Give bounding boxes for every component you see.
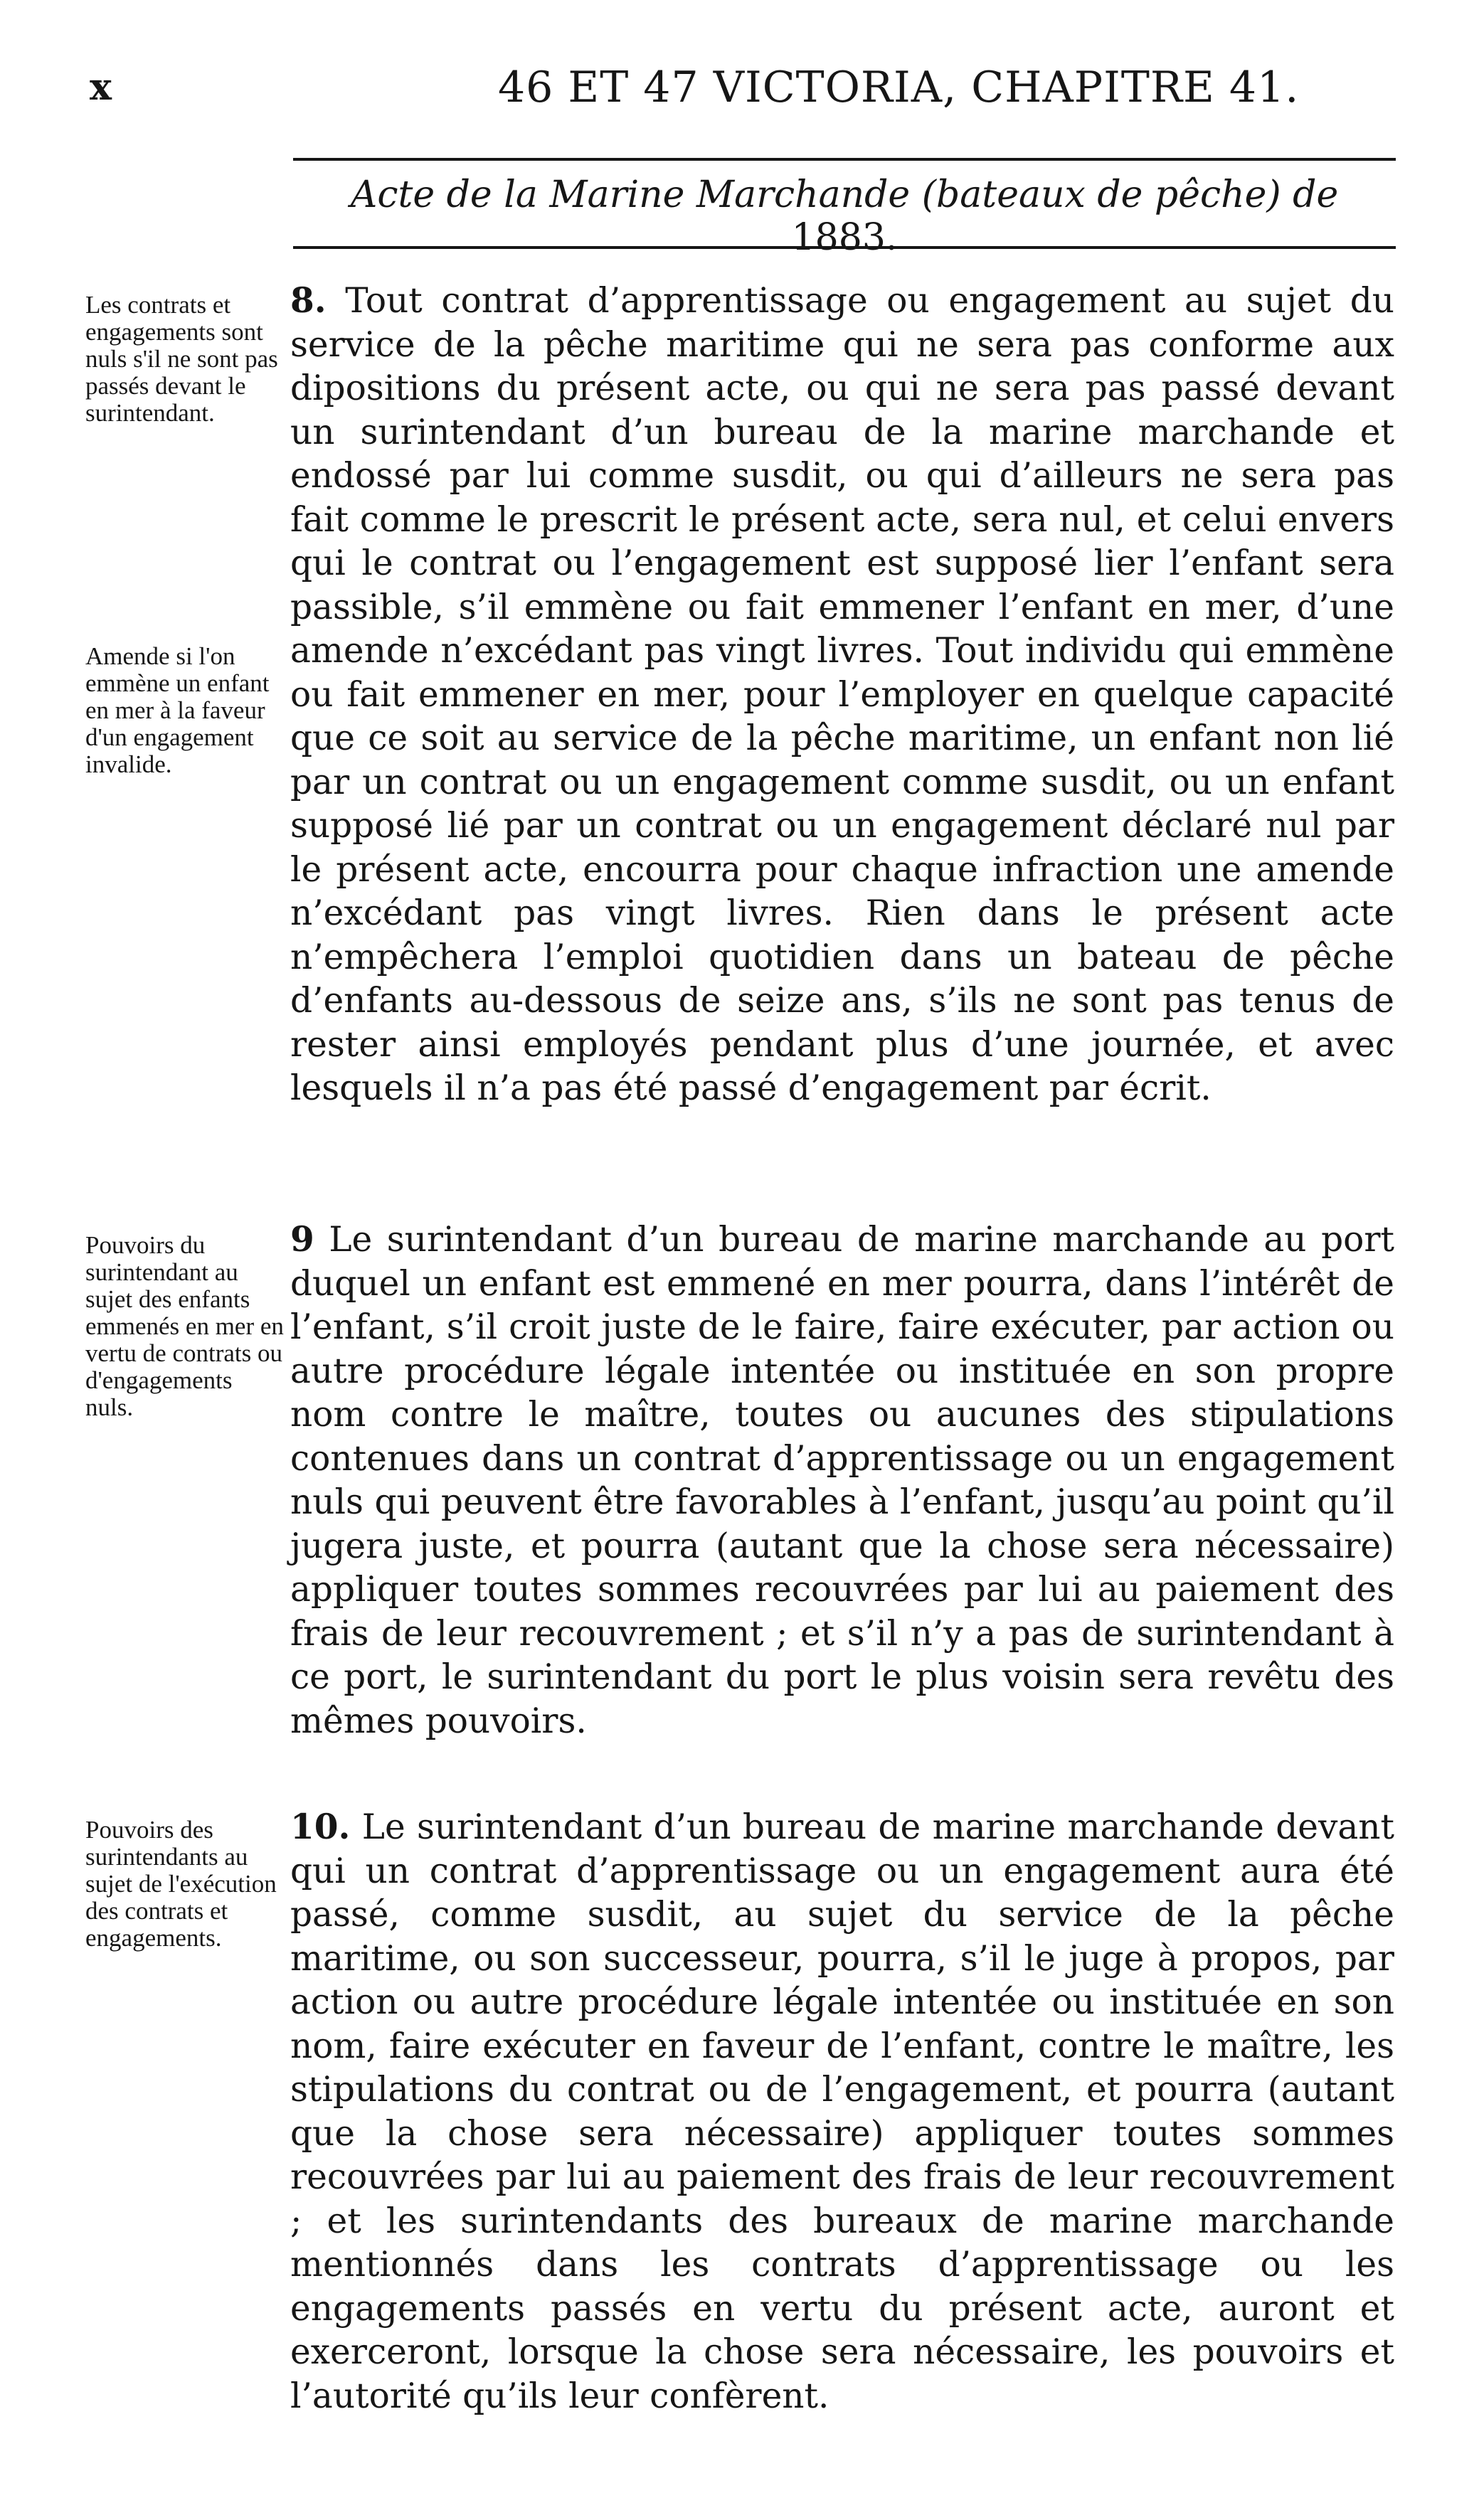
margin-note: Pouvoirs du surintendant au sujet des enfants emmenés en mer en vertu de contrats ou d'engagements nuls. bbox=[85, 1231, 284, 1421]
margin-note: Les contrats et engagements sont nuls s'il ne sont pas passés devant le surintendant. bbox=[85, 291, 278, 427]
section-text: Le surintendant d’un bureau de marine marchande devant qui un contrat d’apprentissage ou un engagement aura été passé, comme susdit, au sujet du service de la pêche maritime, ou son successeur, pourra, s’il le juge à propos, par action ou autre procédure légale intentée ou instituée en son nom, faire exécuter en faveur de l’enfant, contre le maître, les stipulations du contrat ou de l’engagement, et pourra (autant que la chose sera nécessaire) appliquer toutes sommes recouvrées par lui au paiement des frais de leur recouvrement ; et les surintendants des bureaux de marine marchande mentionnés dans les contrats d’apprentissage ou les engagements passés en vertu du présent acte, auront et exerceront, lorsque la chose sera nécessaire, les pouvoirs et l’autorité qu’ils leur confèrent. bbox=[290, 1807, 1394, 2416]
act-title-text: Acte de la Marine Marchande (bateaux de pêche) de bbox=[350, 174, 1339, 216]
page-number: x bbox=[90, 65, 112, 109]
page-header bbox=[0, 0, 1479, 259]
section-text: Le surintendant d’un bureau de marine marchande au port duquel un enfant est emmené en mer pourra, dans l’intérêt de l’enfant, s’il croit juste de le faire, faire exécuter, par action ou autre procédure légale intentée ou instituée en son propre nom contre le maître, toutes ou aucunes des stipulations contenues dans un contrat d’apprentissage ou un engagement nuls qui peuvent être favorables à l’enfant, jusqu’au point qu’il jugera juste, et pourra (autant que la chose sera nécessaire) appliquer toutes sommes recouvrées par lui au paiement des frais de leur recouvrement ; et s’il n’y a pas de surintendant à ce port, le surintendant du port le plus voisin sera revêtu des mêmes pouvoirs. bbox=[290, 1220, 1394, 1741]
section-number: 10. bbox=[290, 1807, 351, 1847]
margin-note: Amende si l'on emmène un enfant en mer à la faveur d'un engagement invalide. bbox=[85, 642, 270, 778]
section-body bbox=[290, 1805, 1394, 2418]
section-body bbox=[290, 279, 1394, 1111]
section-number: 8. bbox=[290, 280, 327, 321]
margin-note: Pouvoirs des surintendants au sujet de l'exécution des contrats et engagements. bbox=[85, 1816, 277, 1952]
section-number: 9 bbox=[290, 1219, 314, 1260]
act-year: 1883. bbox=[791, 216, 898, 259]
header-rule-top bbox=[293, 158, 1396, 161]
header-rule-bottom bbox=[293, 246, 1396, 249]
section-body bbox=[290, 1218, 1394, 1743]
section-text: Tout contrat d’apprentissage ou engagement au sujet du service de la pêche maritime qui ne sera pas conforme aux dipositions du présent acte, ou qui ne sera pas passé devant un surintendant d’un bureau de la marine marchande et endossé par lui comme susdit, ou qui d’ailleurs ne sera pas fait comme le prescrit le présent acte, sera nul, et celui envers qui le contrat ou l’engagement est supposé lier l’enfant sera passible, s’il emmène ou fait emmener l’enfant en mer, d’une amende n’excédant pas vingt livres. Tout individu qui emmène ou fait emmener en mer, pour l’employer en quelque capacité que ce soit au service de la pêche maritime, un enfant non lié par un contrat ou un engagement comme susdit, ou un enfant supposé lié par un contrat ou un engagement déclaré nul par le présent acte, encourra pour chaque infraction une amende n’excédant pas vingt livres. Rien dans le présent acte n’empêchera l’emploi quotidien dans un bateau de pêche d’enfants au-dessous de seize ans, s’ils ne sont pas tenus de rester ainsi employés pendant plus d’une journée, et avec lesquels il n’a pas été passé d’engagement par écrit. bbox=[290, 281, 1394, 1108]
running-title: 46 ET 47 VICTORIA, CHAPITRE 41. bbox=[498, 63, 1300, 112]
